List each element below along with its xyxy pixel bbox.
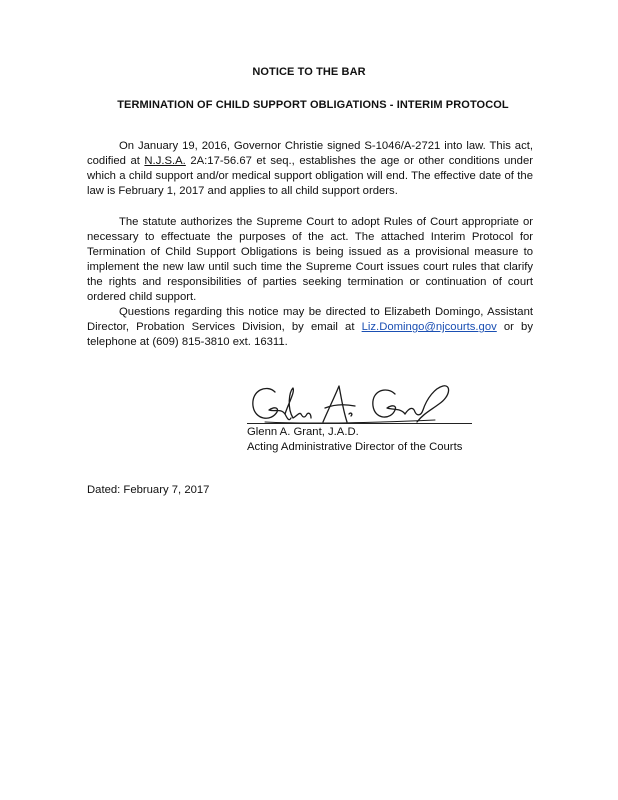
date-line: Dated: February 7, 2017 <box>87 484 210 496</box>
paragraph-line: Questions regarding this notice may be directed to Elizabeth Domingo, Assistant <box>119 306 533 318</box>
signer-title: Acting Administrative Director of the Courts <box>247 441 463 453</box>
paragraph-line: On January 19, 2016, Governor Christie signed S-1046/A-2721 into law. This act, <box>119 140 533 152</box>
paragraph-line <box>87 154 533 169</box>
paragraph-statute <box>87 215 533 306</box>
statute-citation: N.J.S.A. <box>144 155 186 168</box>
text-fragment: or by <box>496 321 533 334</box>
paragraph-questions <box>87 305 533 350</box>
paragraph-line: The statute authorizes the Supreme Court to adopt Rules of Court appropriate or <box>119 216 533 228</box>
paragraph-line: ordered child support. <box>87 291 197 304</box>
paragraph-line: the rights and responsibilities of parties seeking termination or continuation of court <box>87 276 533 289</box>
paragraph-line: law is February 1, 2017 and applies to all child support orders. <box>87 185 398 198</box>
email-link[interactable]: Liz.Domingo@njcourts.gov <box>361 321 497 334</box>
text-fragment: codified at <box>87 155 145 168</box>
text-fragment: Director, Probation Services Division, by email at <box>87 321 362 334</box>
notice-title: NOTICE TO THE BAR <box>252 66 366 78</box>
paragraph-line: necessary to effectuate the purposes of the act. The attached Interim Protocol for <box>87 231 533 244</box>
paragraph-enactment <box>87 139 533 199</box>
signer-name: Glenn A. Grant, J.A.D. <box>247 426 359 438</box>
paragraph-line <box>87 320 533 335</box>
paragraph-line: which a child support and/or medical support obligation will end. The effective date of the <box>87 170 533 183</box>
notice-subtitle: TERMINATION OF CHILD SUPPORT OBLIGATIONS - INTERIM PROTOCOL <box>117 99 509 111</box>
signature-line <box>247 423 472 424</box>
paragraph-line: Termination of Child Support Obligations is being issued as a provisional measure to <box>87 246 533 259</box>
paragraph-line: telephone at (609) 815-3810 ext. 16311. <box>87 336 288 349</box>
text-fragment: 2A:17-56.67 et seq., establishes the age or other conditions under <box>185 155 534 168</box>
paragraph-line: implement the new law until such time the Supreme Court issues court rules that clarify <box>87 261 533 274</box>
